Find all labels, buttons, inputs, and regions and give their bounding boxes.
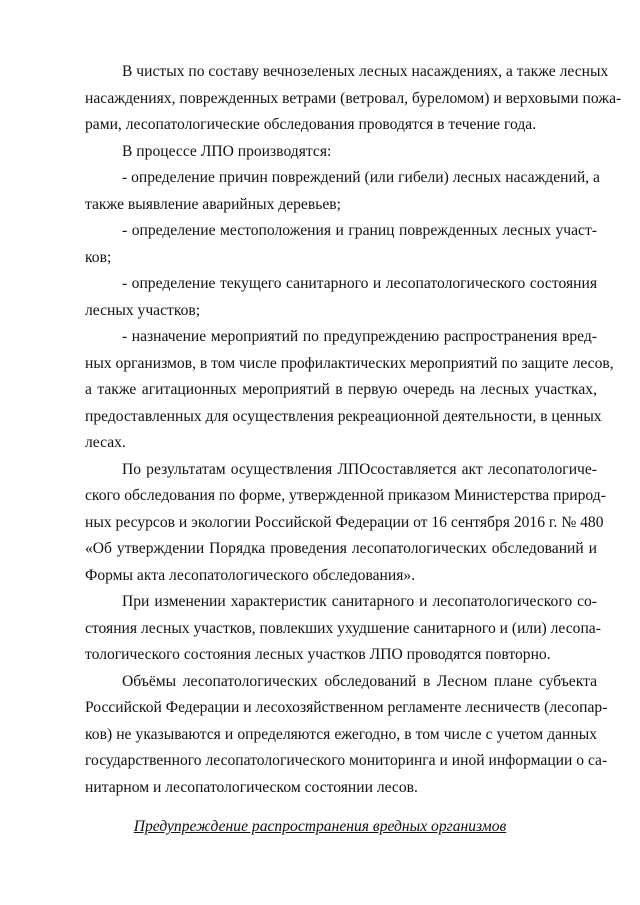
text-line: ков; <box>85 248 112 266</box>
text-line: Формы акта лесопатологического обследования». <box>85 566 416 584</box>
text-line: При изменении характеристик санитарного и лесопатологического со- <box>122 593 597 610</box>
text-line: тологического состояния лесных участков ЛПО проводятся повторно. <box>85 646 551 663</box>
text-line: ных организмов, в том числе профилактических мероприятий по защите лесов, <box>85 354 614 372</box>
text-line: государственного лесопатологического мониторинга и иной информации о са- <box>85 752 608 769</box>
text-line: ков) не указываются и определяются ежегодно, в том числе с учетом данных <box>85 725 597 743</box>
body-text <box>85 59 622 801</box>
text-line: насаждениях, поврежденных ветрами (ветровал, буреломом) и верховыми пожа- <box>85 89 622 107</box>
text-line: ных ресурсов и экологии Российской Федерации от 16 сентября 2016 г. № 480 <box>85 513 604 531</box>
text-line: Российской Федерации и лесохозяйственном регламенте лесничеств (лесопар- <box>85 699 608 716</box>
text-line: В процессе ЛПО производятся: <box>122 142 332 160</box>
text-line: нитарном и лесопатологическом состоянии лесов. <box>85 778 418 796</box>
text-line: а также агитационных мероприятий в первую очередь на лесных участках, <box>85 381 597 398</box>
text-line: предоставленных для осуществления рекреационной деятельности, в ценных <box>85 407 602 425</box>
text-line: - назначение мероприятий по предупреждению распространения вред- <box>122 328 597 345</box>
section-heading: Предупреждение распространения вредных организмов <box>133 818 507 835</box>
text-line: В чистых по составу вечнозеленых лесных насаждениях, а также лесных <box>122 63 609 80</box>
text-line: «Об утверждении Порядка проведения лесопатологических обследований и <box>85 540 597 557</box>
text-line: стояния лесных участков, повлекших ухудшение санитарного и (или) лесопа- <box>85 619 601 637</box>
text-line: - определение причин повреждений (или гибели) лесных насаждений, а <box>122 169 600 186</box>
text-line: - определение местоположения и границ поврежденных лесных участ- <box>122 222 597 239</box>
text-line: также выявление аварийных деревьев; <box>85 195 341 213</box>
text-line: - определение текущего санитарного и лесопатологического состояния <box>122 275 597 292</box>
text-line: лесах. <box>85 434 126 451</box>
text-line: ского обследования по форме, утвержденной приказом Министерства природ- <box>85 487 606 504</box>
text-line: По результатам осуществления ЛПОсоставляется акт лесопатологиче- <box>122 460 597 478</box>
text-line: рами, лесопатологические обследования проводятся в течение года. <box>85 116 537 133</box>
text-line: Объёмы лесопатологических обследований в Лесном плане субъекта <box>122 672 597 690</box>
text-line: лесных участков; <box>85 301 201 319</box>
